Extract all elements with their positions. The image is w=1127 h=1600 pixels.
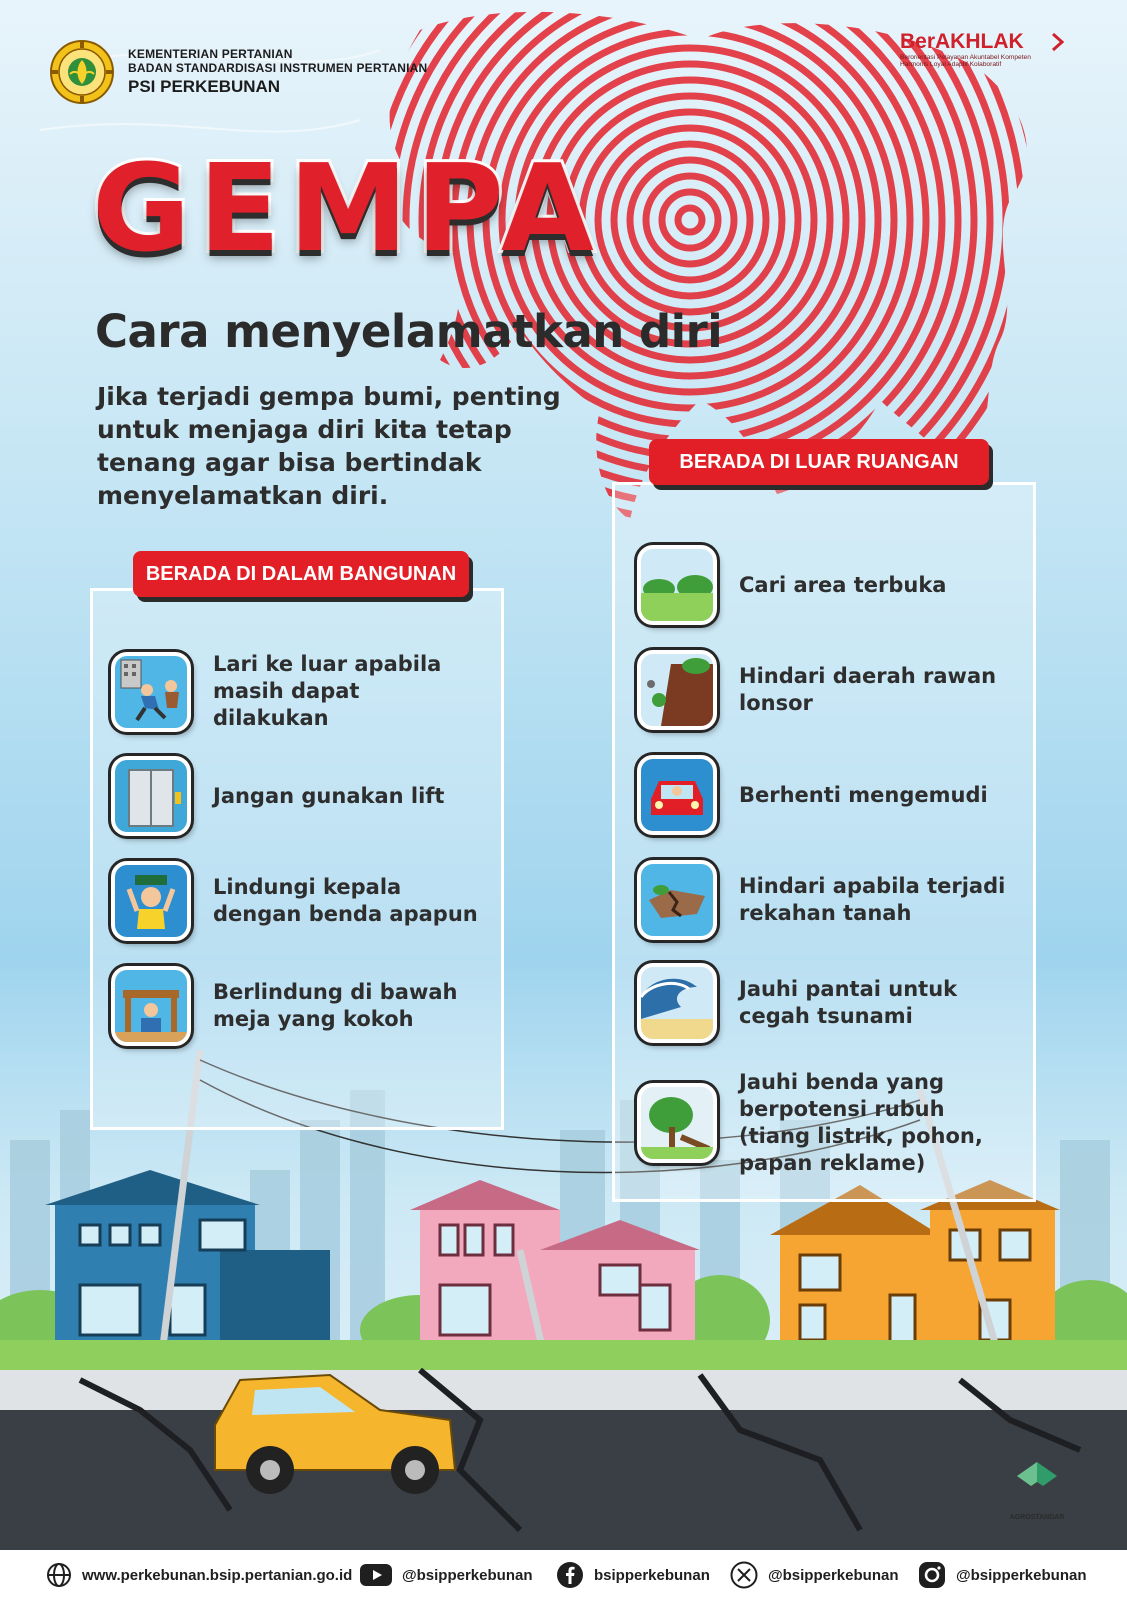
car-driver-icon [637, 755, 717, 835]
outdoor-tip-6 [637, 1069, 984, 1177]
footer-x-text: @bsipperkebunan [768, 1566, 899, 1584]
footer-instagram[interactable] [918, 1550, 1086, 1600]
berakhlak-tagline-1: Berorientasi Pelayanan Akuntabel Kompeten [900, 54, 1031, 61]
indoor-heading: BERADA DI DALAM BANGUNAN [133, 551, 469, 597]
tsunami-icon [637, 963, 717, 1043]
indoor-tip-4-label: Berlindung di bawah meja yang kokoh [213, 980, 458, 1031]
outdoor-tip-2 [637, 650, 999, 730]
facebook-icon [556, 1561, 584, 1589]
footer-youtube-text: @bsipperkebunan [402, 1566, 533, 1584]
agency-line-3: PSI PERKEBUNAN [128, 76, 281, 96]
footer-bar [0, 1550, 1127, 1600]
outdoor-tip-4 [637, 860, 1009, 940]
outdoor-heading: BERADA DI LUAR RUANGAN [649, 439, 989, 485]
fallen-tree-icon [637, 1083, 717, 1163]
outdoor-tip-1-label: Cari area terbuka [739, 572, 947, 597]
x-icon [730, 1561, 758, 1589]
youtube-icon [360, 1563, 392, 1587]
outdoor-tip-4-label: Hindari apabila terjadi rekahan tanah [739, 874, 1006, 925]
footer-website[interactable] [46, 1550, 352, 1600]
footer-x[interactable] [730, 1550, 898, 1600]
agency-text [128, 48, 427, 96]
protect-head-icon [111, 861, 191, 941]
agrostandar-logo [1002, 1460, 1072, 1521]
indoor-tip-1-label: Lari ke luar apabila masih dapat dilakukan [213, 652, 442, 730]
agency-line-1: KEMENTERIAN PERTANIAN [128, 46, 293, 61]
outdoor-tip-6-label: Jauhi benda yang berpotensi rubuh (tiang listrik, pohon, papan reklame) [739, 1070, 983, 1175]
outdoor-tip-5-label: Jauhi pantai untuk cegah tsunami [739, 977, 958, 1028]
agrostandar-text: AGROSTANDAR [1009, 1514, 1065, 1521]
footer-website-text: www.perkebunan.bsip.pertanian.go.id [82, 1566, 353, 1584]
under-table-icon [111, 966, 191, 1046]
outdoor-tips-panel [612, 451, 1036, 1202]
outdoor-tip-3 [637, 755, 999, 835]
agrostandar-leaf-icon [1013, 1460, 1061, 1510]
footer-youtube[interactable] [360, 1550, 532, 1600]
outdoor-tip-3-label: Berhenti mengemudi [739, 782, 988, 807]
page-title: GEMPA [92, 140, 602, 279]
running-people-icon [111, 652, 191, 732]
intro-paragraph: Jika terjadi gempa bumi, penting untuk menjaga diri kita tetap tenang agar bisa bertindak menyelamatkan diri. [97, 382, 561, 510]
open-field-icon [637, 545, 717, 625]
indoor-tip-1 [111, 651, 473, 732]
footer-facebook-text: bsipperkebunan [594, 1566, 710, 1584]
chevron-right-icon [1050, 32, 1066, 52]
globe-icon [46, 1562, 72, 1588]
landslide-icon [637, 650, 717, 730]
agency-line-2: BADAN STANDARDISASI INSTRUMEN PERTANIAN [128, 60, 428, 75]
outdoor-tip-5 [637, 963, 999, 1043]
berakhlak-logo [900, 30, 1070, 69]
footer-facebook[interactable] [556, 1550, 710, 1600]
instagram-icon [918, 1561, 946, 1589]
outdoor-tip-1 [637, 545, 999, 625]
ground-crack-icon [637, 860, 717, 940]
outdoor-tip-2-label: Hindari daerah rawan lonsor [739, 664, 997, 715]
indoor-tip-3 [111, 861, 483, 941]
indoor-tip-3-label: Lindungi kepala dengan benda apapun [213, 875, 478, 926]
agency-header [50, 40, 427, 104]
elevator-icon [111, 756, 191, 836]
indoor-tip-2 [111, 756, 473, 836]
indoor-tip-4 [111, 966, 473, 1046]
berakhlak-brand: BerAKHLAK [900, 30, 1024, 53]
page-subtitle: Cara menyelamatkan diri [95, 305, 723, 358]
indoor-tips-panel [90, 563, 504, 1130]
ministry-logo-icon [50, 40, 114, 104]
berakhlak-tagline-2: Harmonis Loyal Adaptif Kolaboratif [900, 61, 1002, 69]
footer-instagram-text: @bsipperkebunan [956, 1566, 1087, 1584]
indoor-tip-2-label: Jangan gunakan lift [213, 783, 445, 808]
